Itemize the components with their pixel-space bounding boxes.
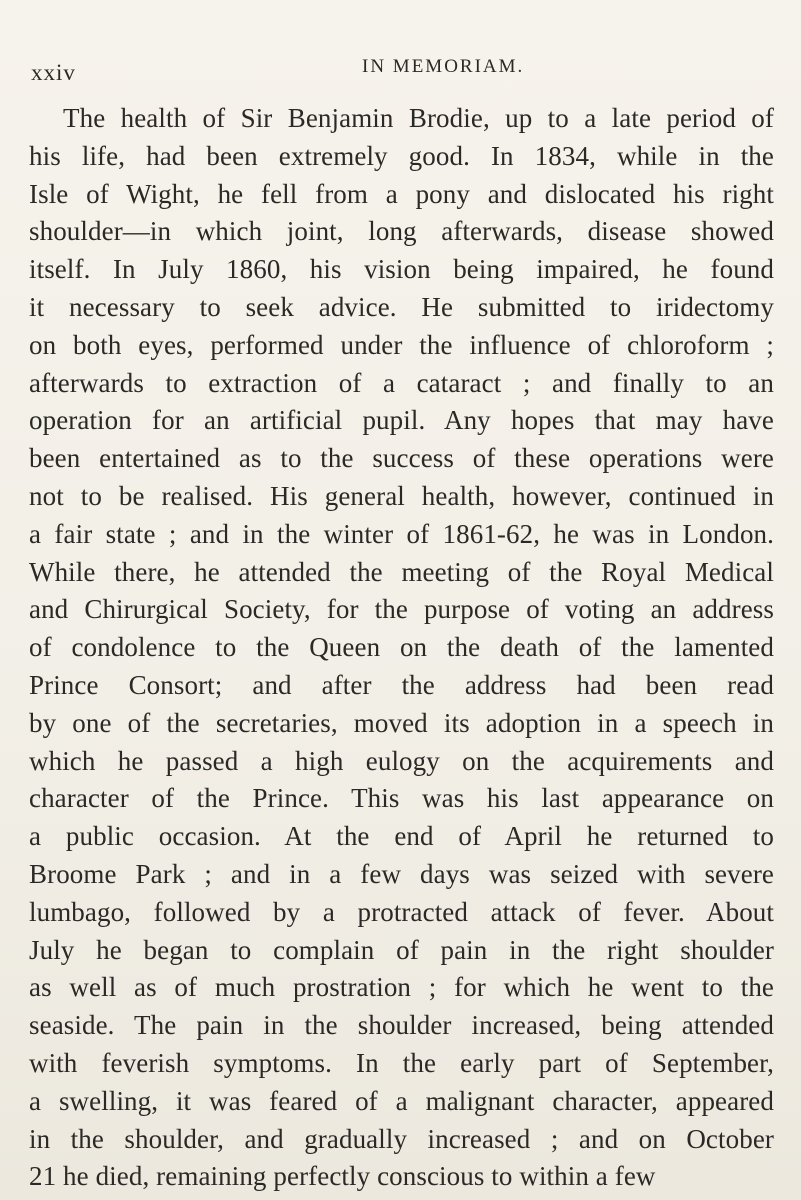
text-line: lumbago, followed by a protracted attack of fever. About (29, 896, 774, 927)
text-line: his life, had been extremely good. In 1834, while in the (29, 140, 774, 171)
text-line: Broome Park ; and in a few days was seized with severe (29, 858, 774, 889)
text-line: Prince Consort; and after the address had been read (29, 669, 774, 700)
text-line: seaside. The pain in the shoulder increased, being attended (29, 1010, 774, 1041)
text-line: The health of Sir Benjamin Brodie, up to a late period of (63, 103, 774, 133)
text-line: it necessary to seek advice. He submitted to iridectomy (29, 291, 774, 322)
text-line: character of the Prince. This was his last appearance on (29, 783, 774, 814)
text-line: in the shoulder, and gradually increased ; and on October (29, 1123, 774, 1154)
text-line: which he passed a high eulogy on the acquirements and (29, 745, 774, 776)
text-line: with feverish symptoms. In the early part of September, (29, 1047, 774, 1078)
text-line: as well as of much prostration ; for which he went to the (29, 972, 774, 1003)
text-line: on both eyes, performed under the influence of chloroform ; (29, 329, 774, 360)
text-line: afterwards to extraction of a cataract ; and finally to an (29, 367, 774, 398)
text-line: been entertained as to the success of these operations were (29, 443, 774, 474)
text-line: a public occasion. At the end of April he returned to (29, 821, 774, 852)
text-line: While there, he attended the meeting of the Royal Medical (29, 556, 774, 587)
text-line: itself. In July 1860, his vision being impaired, he found (29, 254, 774, 285)
text-line: 21 he died, remaining perfectly conscious to within a few (29, 1161, 656, 1192)
body-text (29, 100, 774, 1196)
page-number: xxiv (31, 60, 76, 85)
running-head: IN MEMORIAM. (362, 56, 525, 77)
text-line: not to be realised. His general health, however, continued in (29, 480, 774, 511)
page-header (0, 56, 801, 86)
text-line: July he began to complain of pain in the right shoulder (29, 934, 774, 965)
text-line: by one of the secretaries, moved its adoption in a speech in (29, 707, 774, 738)
text-line: of condolence to the Queen on the death of the lamented (29, 632, 774, 663)
text-line: a fair state ; and in the winter of 1861-62, he was in London. (29, 518, 774, 549)
text-line: a swelling, it was feared of a malignant character, appeared (29, 1085, 774, 1116)
text-line: Isle of Wight, he fell from a pony and dislocated his right (29, 178, 774, 209)
text-line: and Chirurgical Society, for the purpose of voting an address (29, 594, 774, 625)
text-line: shoulder—in which joint, long afterwards, disease showed (29, 216, 774, 247)
text-line: operation for an artificial pupil. Any hopes that may have (29, 405, 774, 436)
